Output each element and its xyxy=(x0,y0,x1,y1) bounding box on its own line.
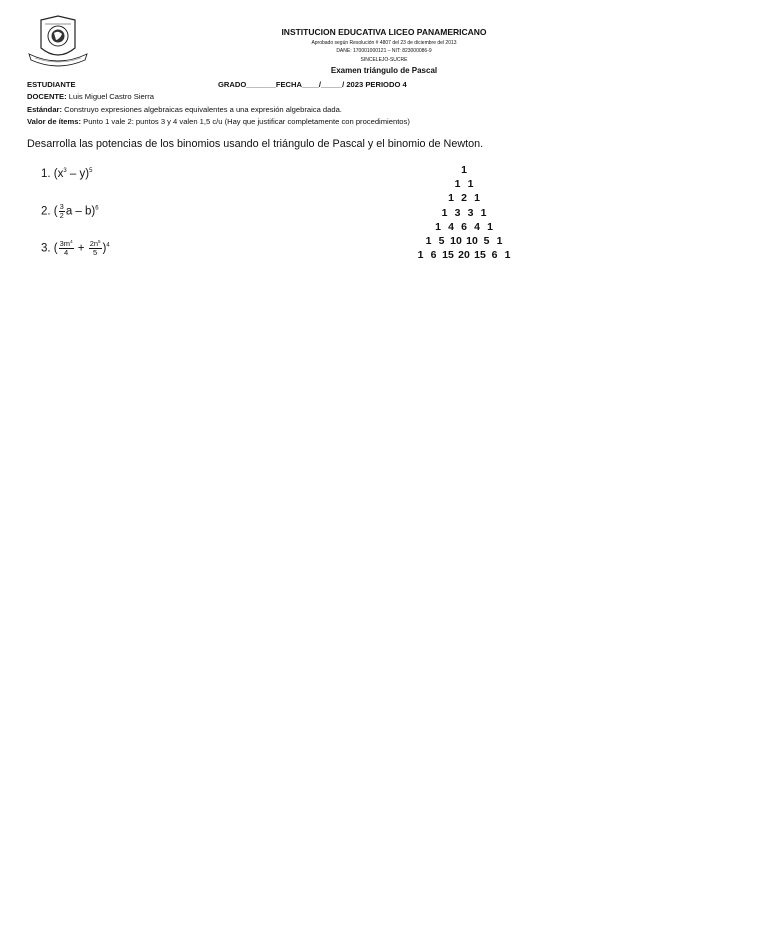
pascal-number: 4 xyxy=(474,220,480,233)
exercise-exponent-x: 3 xyxy=(63,168,67,174)
exercise-3 xyxy=(41,240,110,257)
standard-label: Estándar: xyxy=(27,105,63,114)
pascal-number: 5 xyxy=(438,234,445,247)
fraction-denominator: 5 xyxy=(93,248,98,257)
pascal-number: 1 xyxy=(454,178,461,191)
pascal-number: 1 xyxy=(417,249,424,262)
plus-sign: + xyxy=(74,242,88,255)
exercise-open: ( xyxy=(53,205,58,218)
teacher-label: DOCENTE: xyxy=(27,92,67,101)
fraction-numerator: 3 xyxy=(59,202,64,211)
institution-name: INSTITUCION EDUCATIVA LICEO PANAMERICANO xyxy=(281,27,487,37)
grade-date-period: GRADO_______FECHA____/_____/ 2023 PERIODO 4 xyxy=(218,80,407,89)
exercise-1 xyxy=(41,168,92,180)
pascal-number: 2 xyxy=(461,192,467,205)
exam-title: Examen triángulo de Pascal xyxy=(330,66,438,75)
pascal-number: 1 xyxy=(496,234,503,247)
teacher-name: Luis Miguel Castro Sierra xyxy=(66,92,155,101)
dane-nit-text: DANE: 170001000121 – NIT: 823000086-9 xyxy=(336,48,432,54)
resolution-text: Aprobado según Resolución # 4807 del 23 de diciembre del 2013 xyxy=(311,40,457,46)
standard-line xyxy=(27,105,342,114)
exercise-exponent: 6 xyxy=(95,205,99,212)
pascal-row xyxy=(393,234,535,248)
standard-text: Construyo expresiones algebraicas equivalentes a una expresión algebraica dada. xyxy=(62,105,342,114)
item-value-label: Valor de ítems: xyxy=(27,117,82,126)
pascal-number: 1 xyxy=(448,192,454,205)
pascal-number: 6 xyxy=(491,249,498,262)
exercise-mid: – y) xyxy=(66,168,90,180)
pascal-number: 15 xyxy=(442,249,454,262)
exercise-close: ) xyxy=(102,242,107,255)
pascal-number: 1 xyxy=(474,192,480,205)
pascal-number: 1 xyxy=(425,234,432,247)
pascal-number: 1 xyxy=(441,206,448,219)
exercise-number: 2. xyxy=(41,205,51,218)
exercise-exponent: 4 xyxy=(106,242,110,249)
student-label: ESTUDIANTE xyxy=(27,80,76,89)
pascal-number: 6 xyxy=(430,249,437,262)
pascal-number: 1 xyxy=(435,220,441,233)
city-text: SINCELEJO-SUCRE xyxy=(360,57,408,63)
pascal-number: 6 xyxy=(461,220,467,233)
pascal-number: 1 xyxy=(467,178,474,191)
pascal-row xyxy=(393,206,535,220)
pascal-row xyxy=(393,163,535,177)
fraction-1 xyxy=(59,240,74,257)
pascal-number: 3 xyxy=(467,206,474,219)
exercise-exponent: 5 xyxy=(89,168,93,174)
pascal-number: 4 xyxy=(448,220,454,233)
pascal-number: 10 xyxy=(466,234,478,247)
pascal-number: 5 xyxy=(483,234,490,247)
item-value-text: Punto 1 vale 2: puntos 3 y 4 valen 1,5 c/u (Hay que justificar completamente con procedimientos) xyxy=(81,117,410,126)
pascal-row xyxy=(393,248,535,262)
pascal-number: 15 xyxy=(474,249,486,262)
exercise-mid: a – b) xyxy=(65,205,96,218)
exercise-number: 3. xyxy=(41,242,51,255)
fraction-numerator-exponent: 4 xyxy=(70,239,73,244)
pascal-number: 1 xyxy=(504,249,511,262)
fraction-denominator: 2 xyxy=(59,211,64,220)
fraction xyxy=(59,203,65,220)
pascal-number: 20 xyxy=(458,249,470,262)
pascal-number: 10 xyxy=(450,234,462,247)
fraction-2 xyxy=(89,240,102,257)
instruction-text: Desarrolla las potencias de los binomios usando el triángulo de Pascal y el binomio de Newton. xyxy=(27,138,484,150)
pascal-row xyxy=(393,220,535,234)
fraction-numerator-exponent: 5 xyxy=(98,239,101,244)
fraction-numerator-base: 2n xyxy=(89,239,99,248)
pascal-row xyxy=(393,177,535,191)
pascal-row xyxy=(393,191,535,205)
exercise-open: ( xyxy=(53,242,58,255)
pascal-number: 1 xyxy=(480,206,487,219)
fraction-numerator-base: 3m xyxy=(59,239,71,248)
pascal-triangle xyxy=(393,163,535,262)
fraction-denominator: 4 xyxy=(64,248,69,257)
exercise-open: (x xyxy=(53,168,64,180)
pascal-number: 1 xyxy=(461,164,467,176)
pascal-number: 1 xyxy=(487,220,493,233)
exercise-2 xyxy=(41,203,99,220)
teacher-line xyxy=(27,92,154,101)
exercise-number: 1. xyxy=(41,168,51,180)
pascal-number: 3 xyxy=(454,206,461,219)
item-value-line xyxy=(27,117,410,126)
